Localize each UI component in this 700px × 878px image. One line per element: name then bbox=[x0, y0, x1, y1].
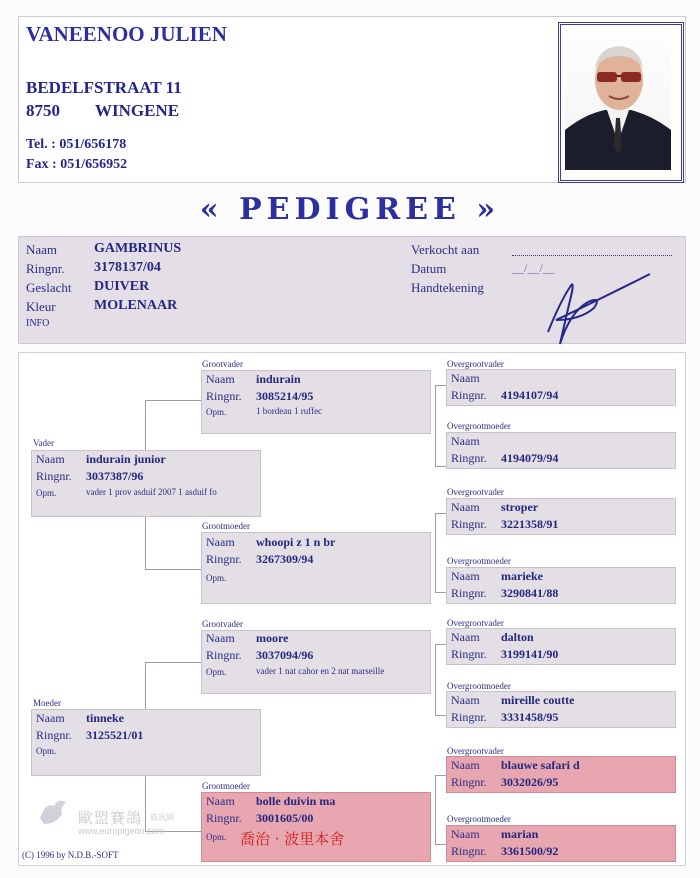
connector bbox=[435, 775, 436, 845]
gp1-naam-label: Naam bbox=[206, 372, 235, 386]
connector bbox=[435, 513, 446, 514]
ggp-caption: Overgrootmoeder bbox=[447, 814, 511, 824]
verkocht-line bbox=[512, 255, 672, 256]
ggp-naam-label: Naam bbox=[451, 434, 480, 448]
ggp-ring: 4194079/94 bbox=[501, 451, 559, 465]
gp2-opm-label: Opm. bbox=[206, 573, 227, 583]
gp2-ring: 3267309/94 bbox=[256, 552, 314, 566]
gp3-ring: 3037094/96 bbox=[256, 648, 314, 662]
vader-ring: 3037387/96 bbox=[86, 469, 144, 483]
connector bbox=[435, 385, 446, 386]
ggp-name: stroper bbox=[501, 500, 539, 514]
ggp-naam-label: Naam bbox=[451, 371, 480, 385]
ggp-ring-label: Ringnr. bbox=[451, 388, 487, 402]
connector bbox=[435, 844, 446, 845]
ggp-ring-label: Ringnr. bbox=[451, 586, 487, 600]
ggp-ring: 3331458/95 bbox=[501, 710, 559, 724]
connector bbox=[435, 644, 436, 716]
gp4-opm-label: Opm. bbox=[206, 832, 227, 842]
owner-tel: Tel. : 051/656178 bbox=[26, 137, 127, 152]
owner-postal: 8750 bbox=[26, 101, 60, 120]
gp3-caption: Grootvader bbox=[202, 619, 243, 629]
watermark-small: 資訊網 bbox=[150, 813, 174, 822]
gp3-opm: vader 1 nat cahor en 2 nat marseille bbox=[256, 666, 385, 676]
gp2-ring-label: Ringnr. bbox=[206, 552, 242, 566]
copyright: (C) 1996 by N.D.B.-SOFT bbox=[22, 850, 119, 860]
ggp-name: dalton bbox=[501, 630, 534, 644]
signature bbox=[530, 262, 660, 352]
ggp-caption: Overgrootmoeder bbox=[447, 421, 511, 431]
bird-color: MOLENAAR bbox=[94, 298, 178, 313]
geslacht-label: Geslacht bbox=[26, 280, 72, 295]
owner-fax: Fax : 051/656952 bbox=[26, 157, 128, 172]
ring-label: Ringnr. bbox=[26, 261, 65, 276]
portrait-photo bbox=[565, 30, 671, 170]
gp4-caption: Grootmoeder bbox=[202, 781, 250, 791]
ggp-name: marian bbox=[501, 827, 539, 841]
ggp-ring: 3199141/90 bbox=[501, 647, 559, 661]
ggp-caption: Overgrootvader bbox=[447, 618, 504, 628]
connector bbox=[435, 592, 446, 593]
gp2-naam-label: Naam bbox=[206, 535, 235, 549]
gp1-caption: Grootvader bbox=[202, 359, 243, 369]
bird-ring: 3178137/04 bbox=[94, 260, 161, 275]
moeder-ring-label: Ringnr. bbox=[36, 728, 72, 742]
gp3-naam-label: Naam bbox=[206, 631, 235, 645]
ggp-name: mireille coutte bbox=[501, 693, 575, 707]
ggp-ring: 3290841/88 bbox=[501, 586, 559, 600]
vader-naam-label: Naam bbox=[36, 452, 65, 466]
ggp-caption: Overgrootvader bbox=[447, 746, 504, 756]
naam-label: Naam bbox=[26, 242, 58, 257]
ggp-ring: 3032026/95 bbox=[501, 775, 559, 789]
moeder-ring: 3125521/01 bbox=[86, 728, 144, 742]
dove-logo-icon bbox=[36, 796, 72, 830]
ggp-naam-label: Naam bbox=[451, 500, 480, 514]
chinese-caption: 喬治 · 波里本舍 bbox=[240, 830, 345, 848]
watermark-url: www.europigeon.com bbox=[78, 826, 165, 836]
kleur-label: Kleur bbox=[26, 299, 56, 314]
owner-city: WINGENE bbox=[95, 101, 180, 120]
ggp-ring-label: Ringnr. bbox=[451, 451, 487, 465]
ggp-naam-label: Naam bbox=[451, 569, 480, 583]
ggp-ring: 4194107/94 bbox=[501, 388, 559, 402]
gp1-ring-label: Ringnr. bbox=[206, 389, 242, 403]
ggp-caption: Overgrootmoeder bbox=[447, 681, 511, 691]
connector bbox=[435, 715, 446, 716]
info-label: INFO bbox=[26, 318, 50, 329]
ggp-ring-label: Ringnr. bbox=[451, 844, 487, 858]
ggp-ring-label: Ringnr. bbox=[451, 710, 487, 724]
owner-street: BEDELFSTRAAT 11 bbox=[26, 78, 182, 97]
connector bbox=[145, 662, 201, 663]
ggp-naam-label: Naam bbox=[451, 693, 480, 707]
connector bbox=[435, 466, 446, 467]
handtekening-label: Handtekening bbox=[411, 280, 484, 295]
moeder-opm-label: Opm. bbox=[36, 746, 57, 756]
moeder-name: tinneke bbox=[86, 711, 125, 725]
datum-value: __/__/__ bbox=[512, 261, 555, 275]
bird-sex: DUIVER bbox=[94, 279, 150, 294]
gp4-ring: 3001605/00 bbox=[256, 811, 314, 825]
ggp-caption: Overgrootmoeder bbox=[447, 556, 511, 566]
gp3-ring-label: Ringnr. bbox=[206, 648, 242, 662]
vader-opm: vader 1 prov asduif 2007 1 asduif fo bbox=[86, 487, 217, 497]
gp1-opm-label: Opm. bbox=[206, 407, 227, 417]
vader-opm-label: Opm. bbox=[36, 488, 57, 498]
vader-ring-label: Ringnr. bbox=[36, 469, 72, 483]
ggp-ring-label: Ringnr. bbox=[451, 775, 487, 789]
verkocht-label: Verkocht aan bbox=[411, 242, 480, 257]
ggp-naam-label: Naam bbox=[451, 630, 480, 644]
gp1-name: indurain bbox=[256, 372, 301, 386]
vader-caption: Vader bbox=[33, 438, 54, 448]
bird-name: GAMBRINUS bbox=[94, 241, 182, 256]
gp1-ring: 3085214/95 bbox=[256, 389, 314, 403]
connector bbox=[435, 513, 436, 593]
ggp-caption: Overgrootvader bbox=[447, 359, 504, 369]
connector bbox=[435, 775, 446, 776]
datum-label: Datum bbox=[411, 261, 447, 276]
gp4-name: bolle duivin ma bbox=[256, 794, 336, 808]
pedigree-title: « PEDIGREE » bbox=[199, 192, 501, 227]
ggp-ring: 3361500/92 bbox=[501, 844, 559, 858]
gp2-name: whoopi z 1 n br bbox=[256, 535, 336, 549]
gp3-name: moore bbox=[256, 631, 289, 645]
moeder-caption: Moeder bbox=[33, 698, 61, 708]
ggp-name: blauwe safari d bbox=[501, 758, 580, 772]
gp2-caption: Grootmoeder bbox=[202, 521, 250, 531]
vader-name: indurain junior bbox=[86, 452, 166, 466]
ggp-ring-label: Ringnr. bbox=[451, 647, 487, 661]
connector bbox=[145, 400, 201, 401]
gp4-naam-label: Naam bbox=[206, 794, 235, 808]
moeder-naam-label: Naam bbox=[36, 711, 65, 725]
owner-name: VANEENOO JULIEN bbox=[26, 22, 227, 46]
connector bbox=[145, 569, 201, 570]
gp1-opm: 1 bordeau 1 ruffec bbox=[256, 406, 323, 416]
watermark-cn: 歐盟賽鴿 bbox=[78, 809, 143, 827]
ggp-caption: Overgrootvader bbox=[447, 487, 504, 497]
connector bbox=[435, 385, 436, 467]
ggp-name: marieke bbox=[501, 569, 543, 583]
ggp-naam-label: Naam bbox=[451, 758, 480, 772]
ggp-ring-label: Ringnr. bbox=[451, 517, 487, 531]
ggp-naam-label: Naam bbox=[451, 827, 480, 841]
connector bbox=[435, 644, 446, 645]
gp3-opm-label: Opm. bbox=[206, 667, 227, 677]
ggp-ring: 3221358/91 bbox=[501, 517, 559, 531]
gp4-ring-label: Ringnr. bbox=[206, 811, 242, 825]
